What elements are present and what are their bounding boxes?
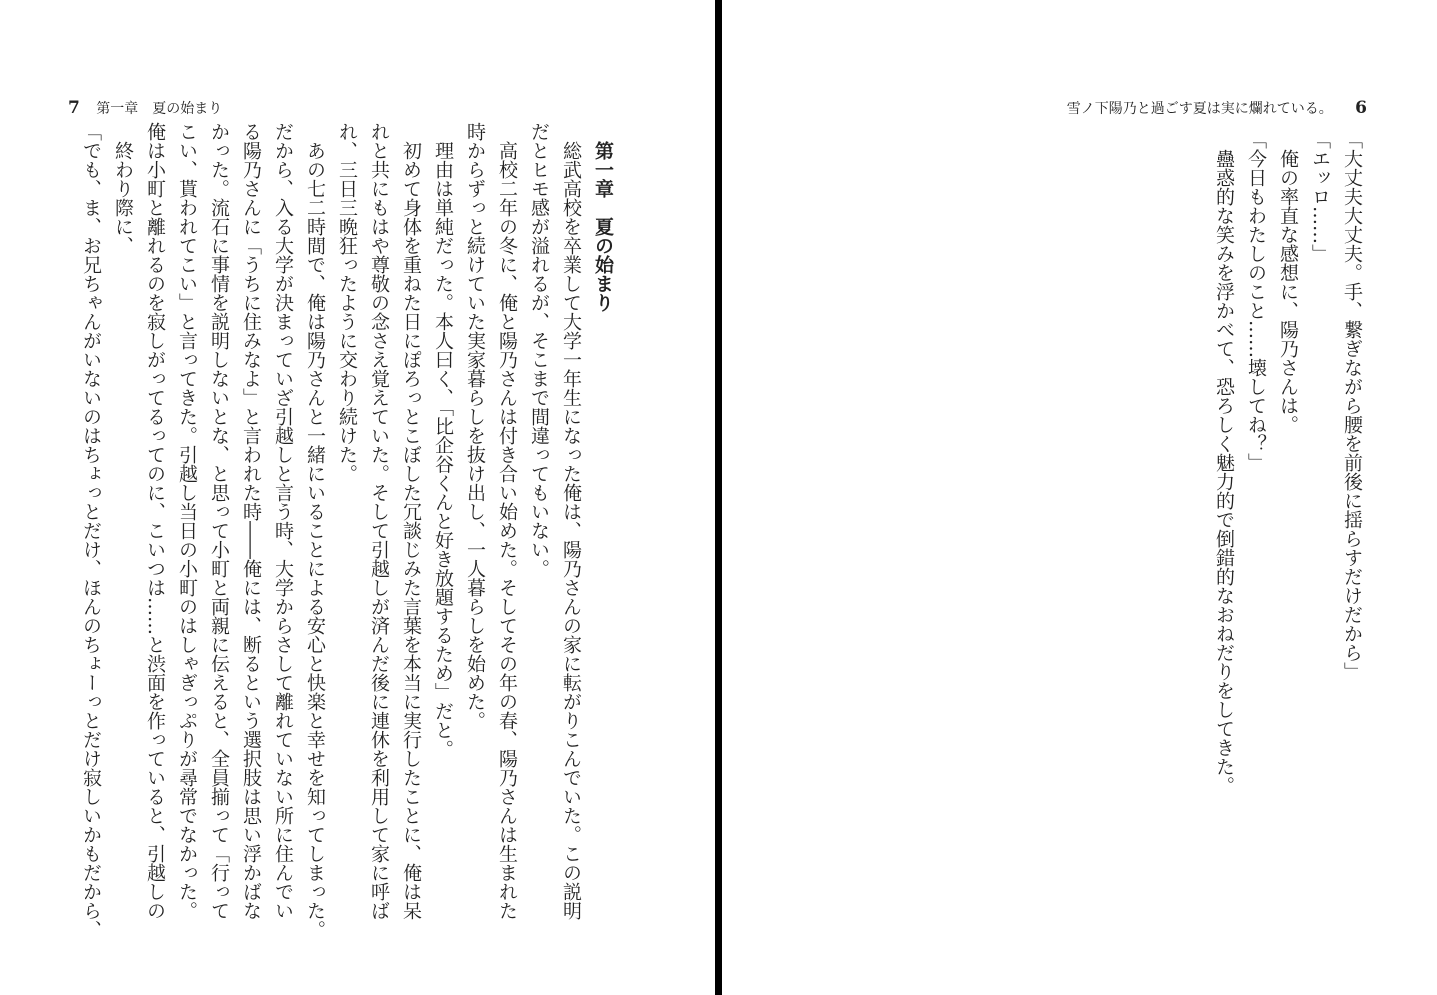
page-divider (715, 0, 722, 995)
text-line: 「エッロ……」 (1309, 130, 1331, 263)
right-page-number: 6 (1355, 98, 1367, 118)
text-line: だから、入る大学が決まっていざ引越しと言う時、大学からさして離れていない所に住んでい (272, 122, 294, 920)
text-line: れと共にもはや尊敬の念さえ覚えていた。そして引越しが済んだ後に連休を利用して家に呼ば (368, 122, 390, 920)
left-page-number: 7 (68, 98, 80, 118)
text-line: 初めて身体を重ねた日にぽろっとこぼした冗談じみた言葉を本当に実行したことに、俺は呆 (400, 141, 422, 920)
right-body-text (1208, 130, 1368, 920)
text-line: 「大丈夫大丈夫。手、繋ぎながら腰を前後に揺らすだけだから」 (1341, 130, 1363, 681)
text-line: 俺は小町と離れるのを寂しがってるってのに、こいつは……と渋面を作っていると、引越しの (144, 122, 166, 920)
text-line: 終わり際に、 (112, 141, 134, 255)
text-line: 「でも、ま、お兄ちゃんがいないのはちょっとだけ、ほんのちょーっとだけ寂しいかもだから、 (80, 122, 102, 939)
left-running-header (68, 98, 222, 118)
text-line: 蠱惑的な笑みを浮かべて、恐ろしく魅力的で倒錯的なおねだりをしてきた。 (1213, 149, 1235, 795)
right-running-head: 雪ノ下陽乃と過ごす夏は実に爛れている。 (1066, 101, 1333, 117)
text-line: 理由は単純だった。本人曰く、「比企谷くんと好き放題するため」だと。 (432, 141, 454, 759)
text-line: 「今日もわたしのこと……壊してね？」 (1245, 130, 1267, 472)
text-line: 俺の率直な感想に、陽乃さんは。 (1277, 149, 1299, 434)
text-line: だとヒモ感が溢れるが、そこまで間違ってもいない。 (528, 122, 550, 578)
chapter-title: 第一章 夏の始まり (592, 141, 614, 312)
right-running-header (1067, 98, 1367, 118)
right-page (722, 0, 1437, 995)
left-page (0, 0, 715, 995)
text-line: こい、貰われてこい」と言ってきた。引越し当日の小町のはしゃぎっぷりが尋常でなかった。 (176, 122, 198, 920)
text-line: 総武高校を卒業して大学一年生になった俺は、陽乃さんの家に転がりこんでいた。この説明 (560, 141, 582, 920)
left-running-head: 第一章 夏の始まり (96, 101, 223, 117)
text-line: れ、三日三晩狂ったように交わり続けた。 (336, 122, 358, 483)
text-line: る陽乃さんに「うちに住みなよ」と言われた時――俺には、断るという選択肢は思い浮かばな (240, 122, 262, 920)
text-line: あの七二時間で、俺は陽乃さんと一緒にいることによる安心と快楽と幸せを知ってしまった。 (304, 141, 326, 939)
left-body-text (75, 122, 619, 939)
text-line: かった。流石に事情を説明しないとな、と思って小町と両親に伝えると、全員揃って「行って (208, 122, 230, 920)
text-line: 時からずっと続けていた実家暮らしを抜け出し、一人暮らしを始めた。 (464, 122, 486, 730)
text-line: 高校二年の冬に、俺と陽乃さんは付き合い始めた。そしてその年の春、陽乃さんは生まれた (496, 141, 518, 920)
